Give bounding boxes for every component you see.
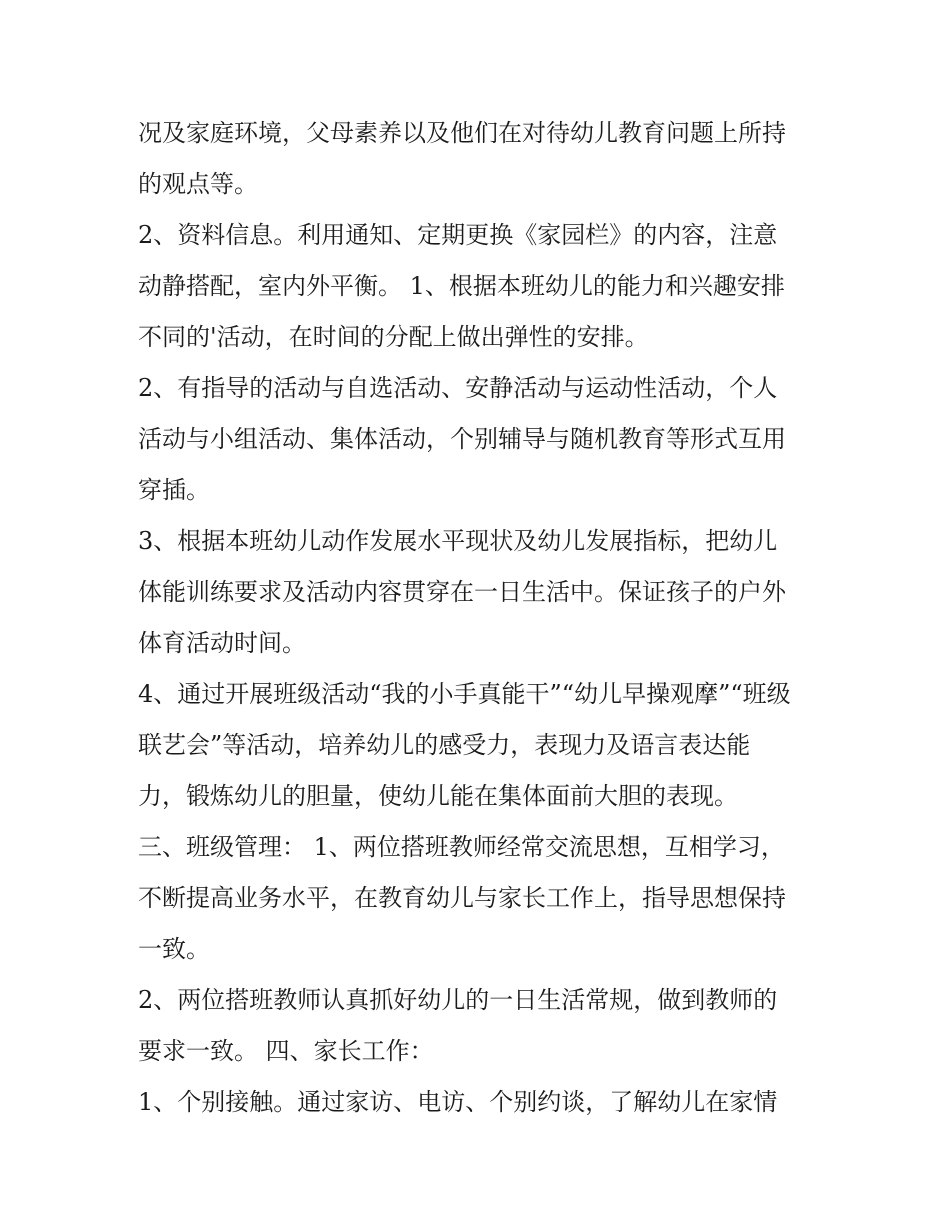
text-line: 体育活动时间。 [138, 629, 306, 657]
text-line: 1、个别接触。通过家访、电访、个别约谈，了解幼儿在家情 [138, 1088, 778, 1116]
text-line: 活动与小组活动、集体活动，个别辅导与随机教育等形式互用 [138, 425, 786, 453]
text-line: 动静搭配，室内外平衡。 1、根据本班幼儿的能力和兴趣安排 [138, 272, 785, 300]
text-line: 不断提高业务水平，在教育幼儿与家长工作上，指导思想保持 [138, 884, 786, 912]
text-line: 一致。 [138, 935, 210, 963]
text-line: 穿插。 [138, 476, 210, 504]
text-line: 力，锻炼幼儿的胆量，使幼儿能在集体面前大胆的表现。 [138, 782, 738, 810]
text-line: 要求一致。 四、家长工作： [138, 1037, 434, 1065]
text-line: 况及家庭环境，父母素养以及他们在对待幼儿教育问题上所持 [138, 119, 786, 147]
text-line: 4、通过开展班级活动“我的小手真能干”“幼儿早操观摩”“班级 [138, 680, 791, 708]
text-line: 三、班级管理： 1、两位搭班教师经常交流思想，互相学习， [138, 833, 785, 861]
text-line: 2、两位搭班教师认真抓好幼儿的一日生活常规，做到教师的 [138, 986, 778, 1014]
text-line: 2、资料信息。利用通知、定期更换《家园栏》的内容，注意 [138, 221, 778, 249]
document-body [138, 108, 828, 1128]
text-line: 不同的'活动，在时间的分配上做出弹性的安排。 [138, 323, 649, 351]
text-line: 体能训练要求及活动内容贯穿在一日生活中。保证孩子的户外 [138, 578, 786, 606]
text-line: 3、根据本班幼儿动作发展水平现状及幼儿发展指标，把幼儿 [138, 527, 778, 555]
text-line: 的观点等。 [138, 170, 258, 198]
text-line: 联艺会”等活动，培养幼儿的感受力，表现力及语言表达能 [138, 731, 751, 759]
text-line: 2、有指导的活动与自选活动、安静活动与运动性活动，个人 [138, 374, 778, 402]
